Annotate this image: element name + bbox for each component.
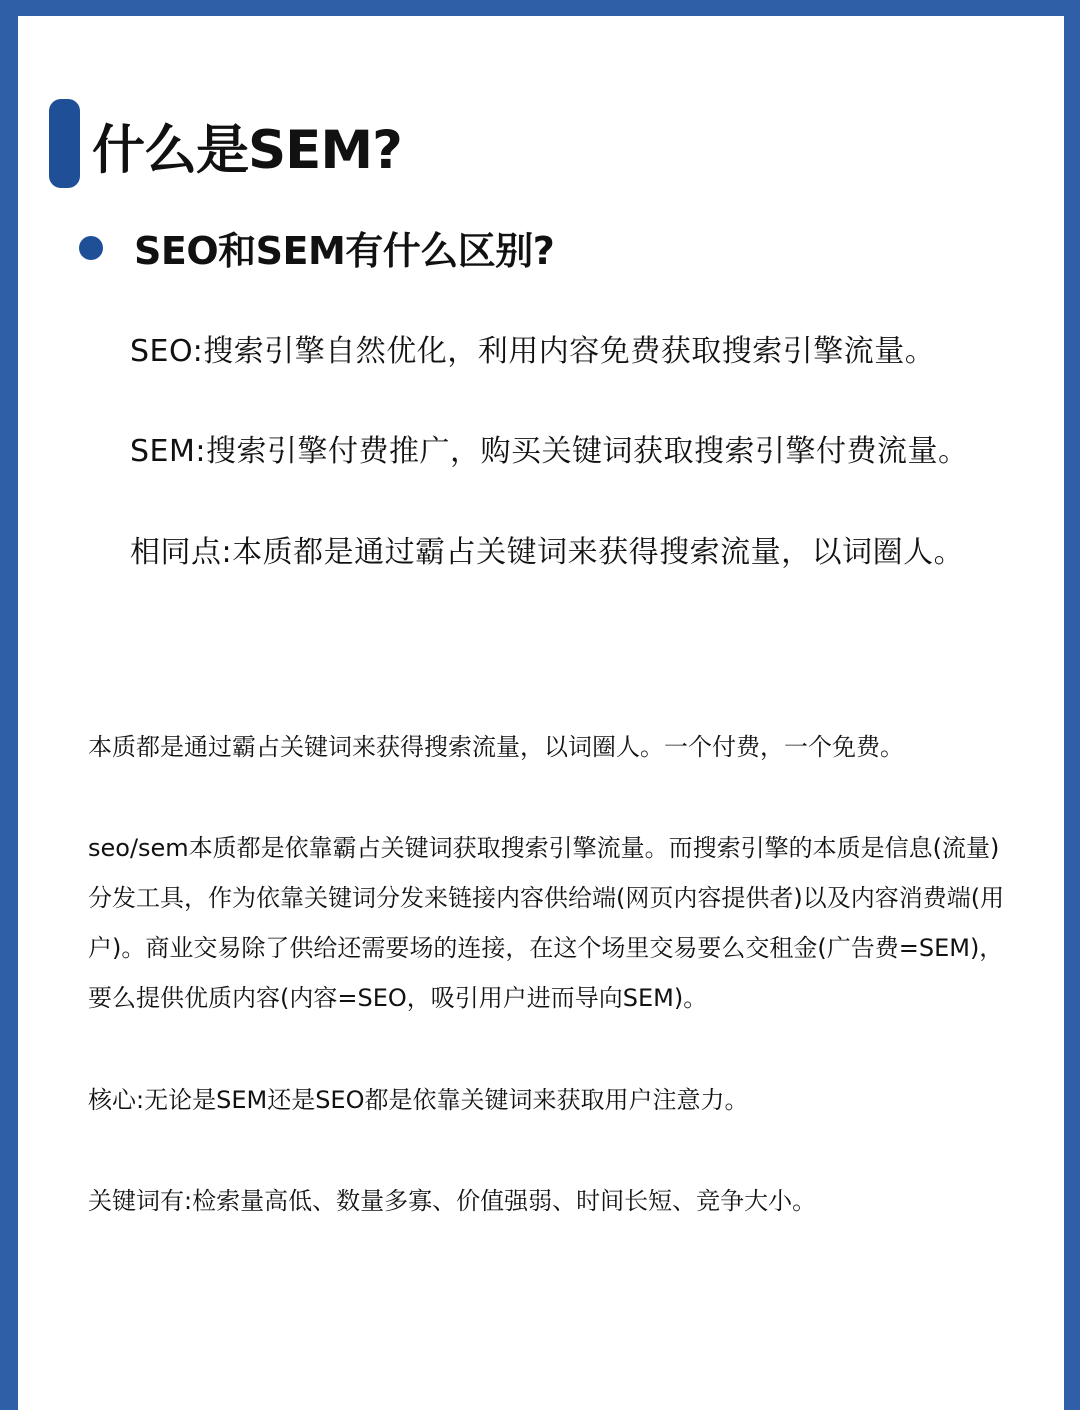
paragraph-explanation: seo/sem本质都是依靠霸占关键词获取搜索引擎流量。而搜索引擎的本质是信息(流量)分发工具，作为依靠关键词分发来链接内容供给端(网页内容提供者)以及内容消费端(用户)。商业交易除了供给还需要场的连接，在这个场里交易要么交租金(广告费=SEM)，要么提供优质内容(内容=SEO，吸引用户进而导向SEM)。 [88,834,1005,1012]
point-sem: SEM:搜索引擎付费推广，购买关键词获取搜索引擎付费流量。 [130,434,969,469]
section-subtitle: SEO和SEM有什么区别? [134,229,555,273]
page-title: 什么是SEM? [92,120,402,181]
paragraph-essence: 本质都是通过霸占关键词来获得搜索流量，以词圈人。一个付费，一个免费。 [88,733,904,761]
point-seo: SEO:搜索引擎自然优化，利用内容免费获取搜索引擎流量。 [130,334,936,369]
paragraph-keywords: 关键词有:检索量高低、数量多寡、价值强弱、时间长短、竞争大小。 [88,1187,817,1215]
bullet-dot-icon [79,236,103,260]
title-accent-bar [49,99,80,188]
paragraph-core: 核心:无论是SEM还是SEO都是依靠关键词来获取用户注意力。 [88,1086,749,1114]
point-common: 相同点:本质都是通过霸占关键词来获得搜索流量，以词圈人。 [130,535,965,570]
